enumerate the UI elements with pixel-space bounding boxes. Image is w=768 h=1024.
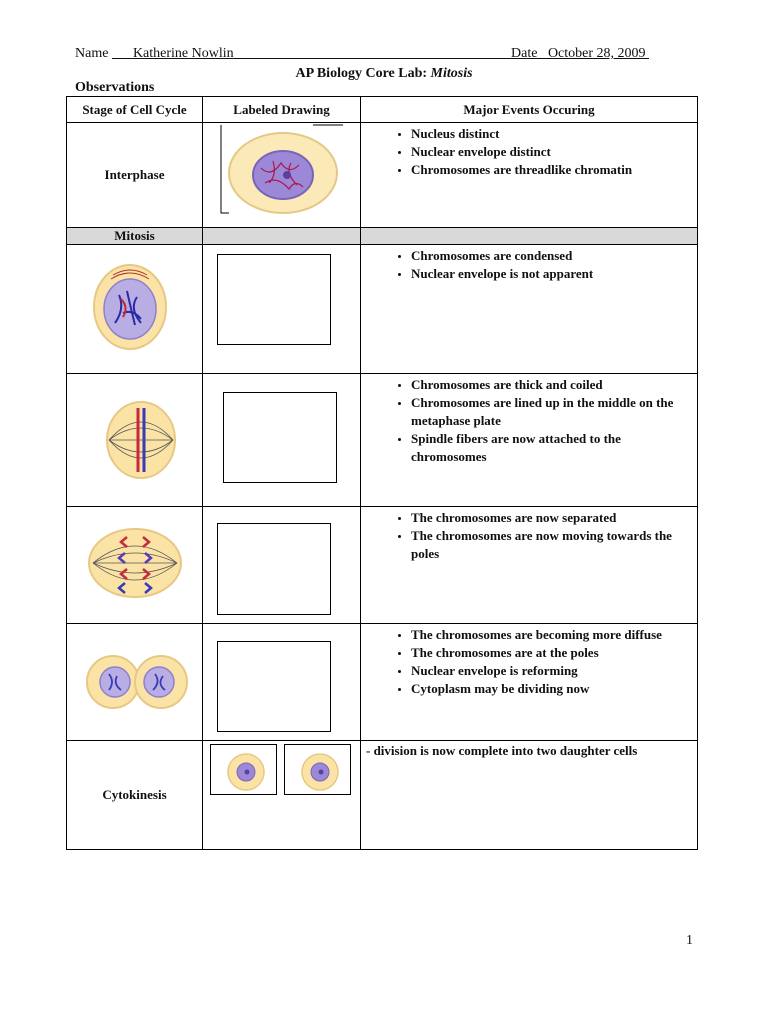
list-item: • Cytoplasm may be dividing now [411,680,697,698]
telophase-cell-image [67,624,203,736]
name-value[interactable]: Katherine Nowlin [132,46,234,61]
drawing-telophase [203,624,361,741]
row-metaphase [67,374,698,507]
list-item: • Chromosomes are condensed [411,247,697,265]
row-telophase [67,624,698,741]
row-interphase [67,123,698,228]
date-line [511,46,649,62]
daughter-cell-image-left [210,744,278,796]
drawing-cytokinesis [203,741,361,850]
interphase-cell-image [203,123,361,223]
row-cytokinesis [67,741,698,850]
events-interphase [361,123,698,228]
row-mitosis-divider [67,228,698,245]
telophase-image-cell [67,624,203,741]
stage-cytokinesis: Cytokinesis [67,741,203,850]
list-item: • Nuclear envelope distinct [411,143,697,161]
events-cytokinesis: - division is now complete into two daughter cells [361,741,698,850]
prophase-image-cell [67,245,203,374]
metaphase-cell-image [67,374,203,502]
drawing-metaphase [203,374,361,507]
metaphase-image-cell [67,374,203,507]
table-header-row [67,97,698,123]
col-drawing: Labeled Drawing [203,97,361,123]
list-item: • The chromosomes are now moving towards the poles [411,527,697,563]
date-value[interactable]: October 28, 2009 [547,46,646,61]
daughter-cell-image-right [284,744,352,796]
drawing-anaphase [203,507,361,624]
telophase-drawing-box[interactable] [217,641,331,732]
list-item: • The chromosomes are at the poles [411,644,697,662]
events-metaphase [361,374,698,507]
mitosis-observation-table [66,96,698,850]
list-item: • Nucleus distinct [411,125,697,143]
row-anaphase [67,507,698,624]
list-item: • Nuclear envelope is not apparent [411,265,697,283]
events-prophase [361,245,698,374]
anaphase-image-cell [67,507,203,624]
events-anaphase [361,507,698,624]
list-item: • Chromosomes are threadlike chromatin [411,161,697,179]
date-label: Date [511,46,538,61]
anaphase-drawing-box[interactable] [217,523,331,615]
stage-interphase: Interphase [67,123,203,228]
anaphase-cell-image [67,507,203,619]
list-item: • The chromosomes are now separated [411,509,697,527]
name-label: Name [75,46,109,61]
drawing-interphase [203,123,361,228]
list-item: • Chromosomes are thick and coiled [411,376,697,394]
observations-heading: Observations [75,80,155,95]
page-title: AP Biology Core Lab: Mitosis [295,66,473,81]
list-item: • Spindle fibers are now attached to the chromosomes [411,430,697,466]
drawing-prophase [203,245,361,374]
col-stage: Stage of Cell Cycle [67,97,203,123]
events-telophase [361,624,698,741]
mitosis-label: Mitosis [67,228,203,245]
col-events: Major Events Occuring [361,97,698,123]
list-item: • The chromosomes are becoming more diffuse [411,626,697,644]
prophase-cell-image [67,245,203,369]
row-prophase [67,245,698,374]
prophase-drawing-box[interactable] [217,254,331,345]
list-item: • Chromosomes are lined up in the middle on the metaphase plate [411,394,697,430]
metaphase-drawing-box[interactable] [223,392,337,483]
page-number: 1 [686,933,693,948]
list-item: • Nuclear envelope is reforming [411,662,697,680]
